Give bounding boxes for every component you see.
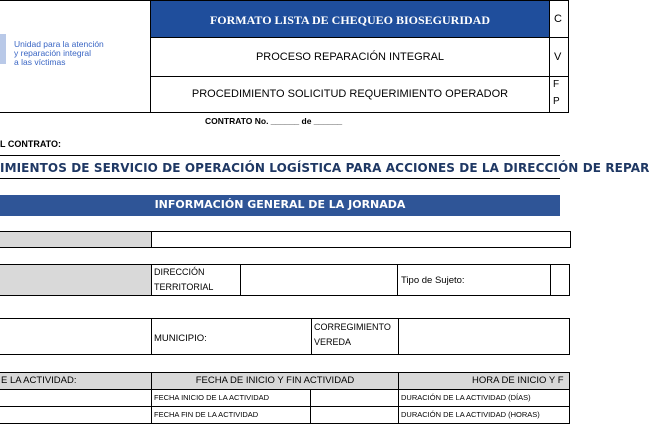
corregimiento-input[interactable]: [398, 318, 570, 355]
left-blank-2: [0, 318, 152, 355]
actividad-blank-2: [0, 406, 152, 424]
hora-header-cell: [398, 372, 570, 390]
right-col-top: [549, 0, 569, 38]
left-blank-1: [0, 264, 152, 296]
logo-line-1: Unidad para la atención: [14, 39, 104, 49]
fecha-fin-input[interactable]: [310, 406, 399, 424]
procedure-cell: [150, 76, 550, 113]
right-col-bot-text-1: F: [553, 79, 560, 90]
logo-mark: [0, 34, 6, 64]
direccion-line-2: TERRITORIAL: [154, 282, 214, 292]
procedure-text: PROCEDIMIENTO SOLICITUD REQUERIMIENTO OPERADOR: [191, 88, 509, 100]
right-col-bot: [549, 76, 569, 113]
process-cell: [150, 37, 550, 77]
corregimiento-line-1: CORREGIMIENTO: [314, 322, 391, 332]
fecha-fin-cell: [151, 406, 311, 424]
blank-value-row: [151, 231, 571, 248]
municipio-label: MUNICIPIO:: [154, 333, 207, 344]
duracion-dias-cell: [398, 389, 570, 407]
municipio-label-cell: [151, 318, 312, 355]
object-text: IMIENTOS DE SERVICIO DE OPERACIÓN LOGÍSTICA PARA ACCIONES DE LA DIRECCIÓN DE REPAR: [0, 161, 650, 175]
direccion-line-1: DIRECCIÓN: [154, 267, 205, 277]
actividad-label: E LA ACTIVIDAD:: [1, 375, 77, 386]
fecha-header: FECHA DE INICIO Y FIN ACTIVIDAD: [195, 375, 355, 386]
fecha-header-cell: [151, 372, 399, 390]
actividad-label-cell: [0, 372, 152, 390]
right-col-mid: [549, 37, 569, 77]
fecha-inicio-label: FECHA INICIO DE LA ACTIVIDAD: [154, 393, 270, 402]
header-block: [0, 0, 560, 113]
actividad-blank-1: [0, 389, 152, 407]
right-col-top-text: C: [554, 13, 562, 25]
format-title-cell: [150, 0, 550, 38]
tipo-sujeto-label: Tipo de Sujeto:: [401, 275, 465, 286]
right-col-mid-text: V: [554, 51, 562, 63]
duracion-horas-cell: [398, 406, 570, 424]
format-title: FORMATO LISTA DE CHEQUEO BIOSEGURIDAD: [209, 13, 491, 27]
fecha-inicio-input[interactable]: [310, 389, 399, 407]
fecha-fin-label: FECHA FIN DE LA ACTIVIDAD: [154, 410, 259, 419]
duracion-dias-label: DURACIÓN DE LA ACTIVIDAD (DÍAS): [401, 393, 531, 402]
tipo-sujeto-label-cell: [397, 264, 551, 296]
contract-line: CONTRATO No. ______ de ______: [205, 116, 343, 126]
right-col-bot-text-2: P: [553, 96, 560, 107]
logo-line-2: y reparación integral: [14, 48, 92, 58]
hora-header: HORA DE INICIO Y F: [472, 375, 564, 386]
object-band: [0, 155, 650, 179]
duracion-horas-label: DURACIÓN DE LA ACTIVIDAD (HORAS): [401, 410, 540, 419]
corregimiento-line-2: VEREDA: [314, 337, 352, 347]
direccion-input[interactable]: [240, 264, 398, 296]
object-label: L CONTRATO:: [0, 139, 61, 149]
fecha-inicio-cell: [151, 389, 311, 407]
logo-line-3: a las víctimas: [14, 57, 66, 67]
blank-label-row: [0, 231, 152, 248]
section-band: [0, 195, 560, 216]
logo-text: [14, 40, 144, 67]
direccion-label-cell: [151, 264, 241, 296]
corregimiento-label-cell: [311, 318, 399, 355]
tipo-sujeto-input[interactable]: [550, 264, 570, 296]
process-text: PROCESO REPARACIÓN INTEGRAL: [255, 51, 445, 63]
section-title: INFORMACIÓN GENERAL DE LA JORNADA: [154, 198, 406, 211]
